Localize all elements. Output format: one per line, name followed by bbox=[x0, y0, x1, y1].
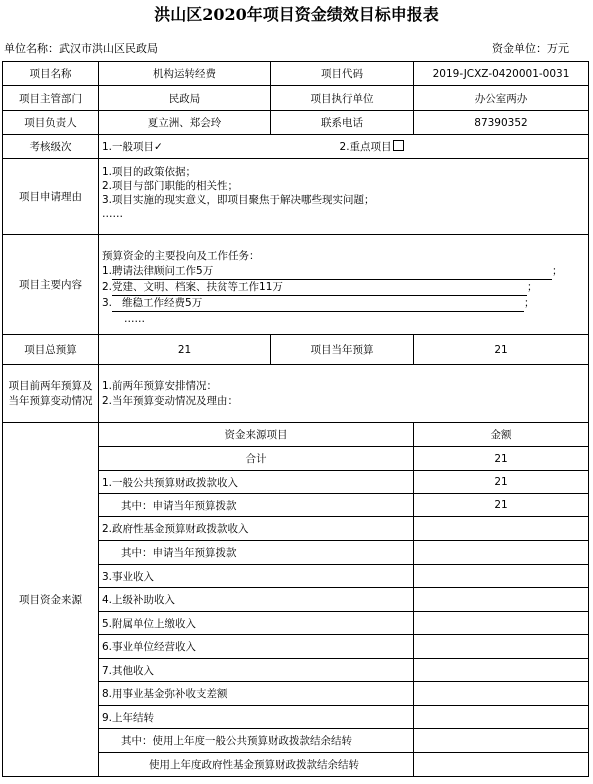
reason-label: 项目申请理由 bbox=[3, 159, 99, 235]
dept-value: 民政局 bbox=[99, 86, 271, 111]
total-budget-label: 项目总预算 bbox=[3, 335, 99, 365]
prev-line-2: 2.当年预算变动情况及理由： bbox=[102, 394, 239, 407]
source-header-row bbox=[3, 423, 589, 447]
phone-value: 87390352 bbox=[414, 111, 589, 135]
exec-label: 项目执行单位 bbox=[271, 86, 414, 111]
money-unit: 资金单位：万元 bbox=[492, 42, 569, 55]
row-budget bbox=[3, 335, 589, 365]
exec-value: 办公室两办 bbox=[414, 86, 589, 111]
table-row: 其中：申请当年预算拨款 21 bbox=[3, 494, 589, 517]
content-item-2: 2.党建、文明、档案、扶贫等工作11万 ； bbox=[102, 280, 585, 296]
content-item-3-text: 维稳工作经费5万 bbox=[112, 296, 524, 312]
table-row: 5.附属单位上缴收入 bbox=[3, 612, 589, 635]
content-item-1-text: 聘请法律顾问工作5万 bbox=[112, 264, 552, 280]
table-row: 6.事业单位经营收入 bbox=[3, 635, 589, 659]
row-leader bbox=[3, 111, 589, 135]
dept-label: 项目主管部门 bbox=[3, 86, 99, 111]
row-prev bbox=[3, 365, 589, 423]
table-row: 9.上年结转 bbox=[3, 706, 589, 729]
row-content bbox=[3, 235, 589, 335]
source-col-amount: 金额 bbox=[414, 423, 589, 447]
table-row: 4.上级补助收入 bbox=[3, 588, 589, 612]
row-project-name bbox=[3, 62, 589, 86]
project-name-value: 机构运转经费 bbox=[99, 62, 271, 86]
row-dept bbox=[3, 86, 589, 111]
table-row: 使用上年度政府性基金预算财政拨款结余结转 bbox=[3, 753, 589, 777]
table-row: 其中：使用上年度一般公共预算财政拨款结余结转 bbox=[3, 729, 589, 753]
table-row: 2.政府性基金预算财政拨款收入 bbox=[3, 517, 589, 541]
source-col-item: 资金来源项目 bbox=[99, 423, 414, 447]
project-code-label: 项目代码 bbox=[271, 62, 414, 86]
year-budget-value: 21 bbox=[414, 335, 589, 365]
table-row: 1.一般公共预算财政拨款收入 21 bbox=[3, 471, 589, 494]
row-level bbox=[3, 135, 589, 159]
year-budget-label: 项目当年预算 bbox=[271, 335, 414, 365]
reason-line: 3.项目实施的现实意义，即项目聚焦于解决哪些现实问题； bbox=[102, 194, 375, 206]
prev-label: 项目前两年预算及当年预算变动情况 bbox=[3, 365, 99, 423]
level-options bbox=[99, 135, 589, 159]
total-budget-value: 21 bbox=[99, 335, 271, 365]
project-name-label: 项目名称 bbox=[3, 62, 99, 86]
content-item-2-text: 党建、文明、档案、扶贫等工作11万 bbox=[112, 280, 527, 296]
table-row: 3.事业收入 bbox=[3, 565, 589, 588]
table-row: 8.用事业基金弥补收支差额 bbox=[3, 682, 589, 706]
prev-content bbox=[99, 365, 589, 423]
content-item-1: 1.聘请法律顾问工作5万 ； bbox=[102, 264, 585, 280]
content-body bbox=[99, 235, 589, 335]
content-item-3: 3. 维稳工作经费5万 ； bbox=[102, 296, 585, 312]
declaration-table bbox=[2, 61, 589, 777]
leader-label: 项目负责人 bbox=[3, 111, 99, 135]
phone-label: 联系电话 bbox=[271, 111, 414, 135]
reason-line: 2.项目与部门职能的相关性； bbox=[102, 180, 239, 192]
reason-content bbox=[99, 159, 589, 235]
source-label: 项目资金来源 bbox=[3, 423, 99, 777]
checkbox-icon bbox=[393, 140, 404, 151]
unit-name: 单位名称：武汉市洪山区民政局 bbox=[4, 42, 158, 55]
prev-line-1: 1.前两年预算安排情况： bbox=[102, 379, 218, 392]
leader-value: 夏立洲、郑会玲 bbox=[99, 111, 271, 135]
content-ellipsis: …… bbox=[124, 313, 145, 325]
page-title: 洪山区2020年项目资金绩效目标申报表 bbox=[154, 5, 439, 24]
table-row: 合计 21 bbox=[3, 447, 589, 471]
reason-line: …… bbox=[102, 208, 123, 220]
table-row: 其中：申请当年预算拨款 bbox=[3, 541, 589, 565]
row-reason bbox=[3, 159, 589, 235]
level-general: 1.一般项目✓ bbox=[102, 141, 163, 153]
project-code-value: 2019-JCXZ-0420001-0031 bbox=[414, 62, 589, 86]
content-intro: 预算资金的主要投向及工作任务： bbox=[102, 250, 260, 262]
level-key: 2.重点项目 bbox=[339, 141, 392, 153]
table-row: 7.其他收入 bbox=[3, 659, 589, 682]
content-label: 项目主要内容 bbox=[3, 235, 99, 335]
level-label: 考核级次 bbox=[3, 135, 99, 159]
reason-line: 1.项目的政策依据； bbox=[102, 166, 197, 178]
